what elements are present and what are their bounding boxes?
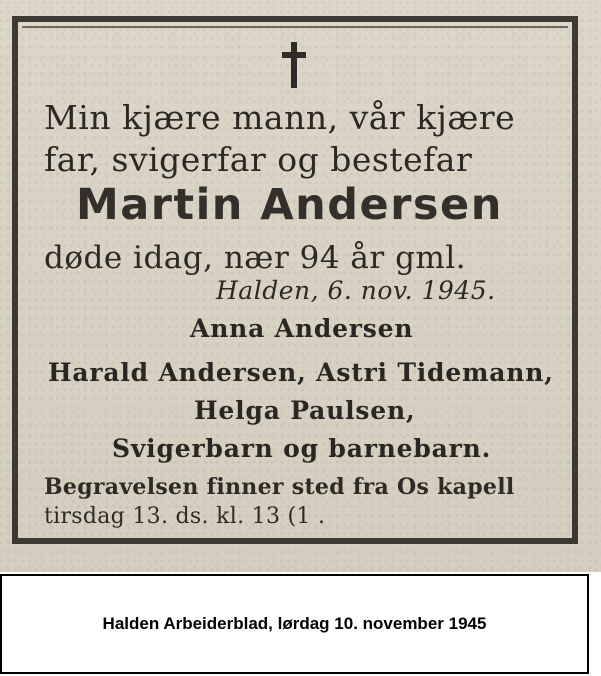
deceased-name: Martin Andersen	[76, 180, 503, 230]
place-date: Halden, 6. nov. 1945.	[216, 276, 496, 305]
notice-line-2: far, svigerfar og bestefar	[44, 140, 473, 179]
signatory-4: Svigerbarn og barnebarn.	[112, 434, 492, 463]
cross-icon	[282, 42, 306, 88]
funeral-line-2: tirsdag 13. ds. kl. 13 (1 .	[44, 504, 326, 529]
funeral-line-1: Begravelsen finner sted fra Os kapell	[44, 474, 515, 500]
signatory-1: Anna Andersen	[190, 314, 414, 343]
inner-rule	[22, 26, 568, 28]
signatory-3: Helga Paulsen,	[194, 396, 416, 425]
caption-box	[0, 574, 589, 674]
signatory-2: Harald Andersen, Astri Tidemann,	[48, 358, 554, 387]
notice-line-4: døde idag, nær 94 år gml.	[44, 240, 467, 276]
source-caption: Halden Arbeiderblad, lørdag 10. november 1945	[102, 614, 487, 633]
notice-line-1: Min kjære mann, vår kjære	[44, 98, 516, 137]
